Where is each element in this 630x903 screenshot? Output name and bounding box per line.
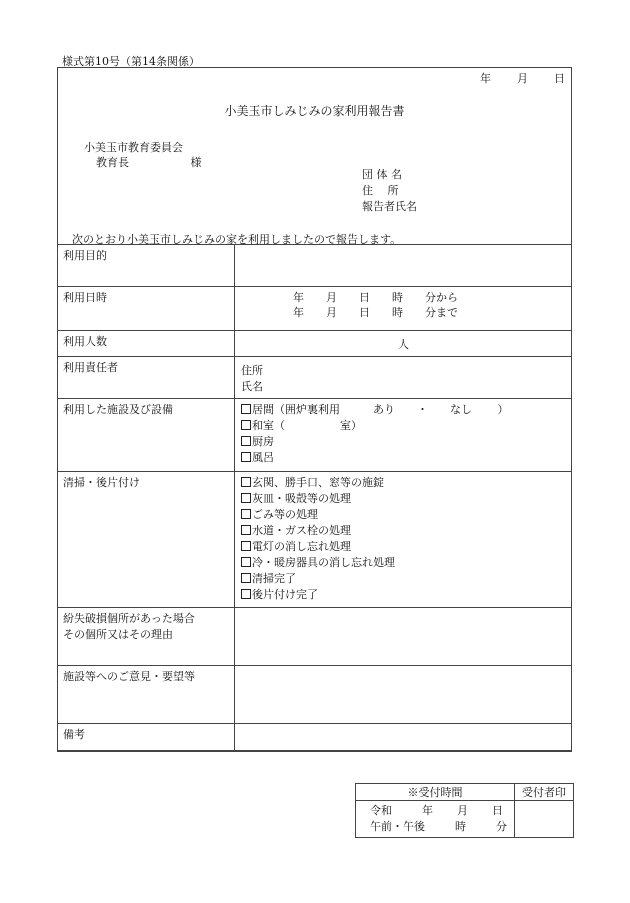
row-datetime bbox=[58, 287, 572, 331]
receipt-minute-unit: 分 bbox=[496, 820, 507, 833]
cleaning-item-label: 冷・暖房器具の消し忘れ処理 bbox=[252, 556, 395, 569]
count-field[interactable] bbox=[235, 331, 572, 357]
cleaning-item-label: ごみ等の処理 bbox=[252, 508, 318, 521]
receipt-day-unit: 日 bbox=[492, 804, 503, 817]
row-remarks bbox=[58, 724, 572, 752]
row-manager bbox=[58, 357, 572, 399]
facility-item[interactable] bbox=[241, 450, 571, 466]
group-name-label: 団 体 名 bbox=[362, 168, 402, 181]
address-label: 住 所 bbox=[362, 184, 399, 197]
cleaning-item[interactable] bbox=[241, 587, 571, 603]
checkbox[interactable] bbox=[241, 452, 251, 462]
cleaning-item[interactable] bbox=[241, 507, 571, 523]
addressee-honorific: 様 bbox=[190, 156, 202, 169]
facility-item-label: 厨房 bbox=[252, 435, 274, 448]
receipt-box bbox=[355, 783, 574, 838]
reporter-name-label: 報告者氏名 bbox=[362, 200, 417, 213]
receipt-time-field[interactable] bbox=[356, 801, 515, 838]
damage-label-line2: その個所又はその理由 bbox=[63, 628, 173, 641]
form-number: 様式第10号（第14条関係） bbox=[62, 55, 200, 68]
addressee-title bbox=[96, 154, 202, 170]
facility-item[interactable] bbox=[241, 434, 571, 450]
checkbox[interactable] bbox=[241, 525, 251, 535]
applicant-block bbox=[362, 167, 417, 215]
facility-item-label: 居間（囲炉裏利用 あり ・ なし ） bbox=[252, 403, 509, 416]
facility-item-label: 風呂 bbox=[252, 451, 274, 464]
cleaning-field bbox=[235, 472, 572, 608]
cleaning-item-label: 電灯の消し忘れ処理 bbox=[252, 540, 351, 553]
checkbox[interactable] bbox=[241, 557, 251, 567]
cleaning-label: 清掃・後片付け bbox=[58, 472, 235, 608]
purpose-label: 利用目的 bbox=[58, 245, 235, 287]
manager-field[interactable] bbox=[235, 357, 572, 399]
datetime-to: 年 月 日 時 分まで bbox=[293, 306, 458, 319]
month-label: 月 bbox=[517, 72, 528, 85]
datetime-field[interactable] bbox=[235, 287, 572, 331]
cleaning-item[interactable] bbox=[241, 475, 571, 491]
purpose-field[interactable] bbox=[235, 245, 572, 287]
receipt-hour-unit: 時 bbox=[455, 820, 466, 833]
row-purpose bbox=[58, 245, 572, 287]
row-opinion bbox=[58, 666, 572, 724]
document-title: 小美玉市しみじみの家利用報告書 bbox=[224, 104, 405, 118]
datetime-label: 利用日時 bbox=[58, 287, 235, 331]
cleaning-item[interactable] bbox=[241, 555, 571, 571]
count-unit: 人 bbox=[398, 338, 409, 351]
receipt-stamp-header: 受付者印 bbox=[515, 784, 574, 801]
facilities-label: 利用した施設及び設備 bbox=[58, 399, 235, 472]
cleaning-item[interactable] bbox=[241, 523, 571, 539]
checkbox[interactable] bbox=[241, 404, 251, 414]
addressee-position: 教育長 bbox=[96, 156, 129, 169]
cleaning-item-label: 玄関、勝手口、窓等の施錠 bbox=[252, 476, 384, 489]
manager-name-label: 氏名 bbox=[241, 380, 263, 393]
report-table bbox=[57, 244, 572, 752]
receipt-date-line bbox=[370, 803, 514, 819]
facility-item-label: 和室（ 室） bbox=[252, 419, 362, 432]
count-label: 利用人数 bbox=[58, 331, 235, 357]
damage-field[interactable] bbox=[235, 608, 572, 666]
facility-item[interactable] bbox=[241, 402, 571, 418]
opinion-label: 施設等へのご意見・要望等 bbox=[58, 666, 235, 724]
manager-label: 利用責任者 bbox=[58, 357, 235, 399]
damage-label bbox=[58, 608, 235, 666]
checkbox[interactable] bbox=[241, 589, 251, 599]
checkbox[interactable] bbox=[241, 573, 251, 583]
date-line bbox=[480, 70, 565, 86]
facility-item[interactable] bbox=[241, 418, 571, 434]
addressee-org: 小美玉市教育委員会 bbox=[84, 141, 183, 154]
checkbox[interactable] bbox=[241, 509, 251, 519]
checkbox[interactable] bbox=[241, 541, 251, 551]
remarks-label: 備考 bbox=[58, 724, 235, 752]
row-cleaning bbox=[58, 472, 572, 608]
remarks-field[interactable] bbox=[235, 724, 572, 752]
day-label: 日 bbox=[554, 72, 565, 85]
cleaning-item-label: 水道・ガス栓の処理 bbox=[252, 524, 351, 537]
opinion-field[interactable] bbox=[235, 666, 572, 724]
receipt-stamp-field[interactable] bbox=[515, 801, 574, 838]
cleaning-item[interactable] bbox=[241, 491, 571, 507]
checkbox[interactable] bbox=[241, 493, 251, 503]
facilities-field bbox=[235, 399, 572, 472]
row-count bbox=[58, 331, 572, 357]
intro-text: 次のとおり小美玉市しみじみの家を利用しましたので報告します。 bbox=[72, 233, 402, 246]
cleaning-item[interactable] bbox=[241, 571, 571, 587]
cleaning-item-label: 後片付け完了 bbox=[252, 588, 318, 601]
row-facilities bbox=[58, 399, 572, 472]
damage-label-line1: 紛失破損個所があった場合 bbox=[63, 612, 195, 625]
receipt-time-line bbox=[370, 819, 514, 835]
receipt-month-unit: 月 bbox=[457, 804, 468, 817]
report-sheet bbox=[57, 67, 572, 751]
year-label: 年 bbox=[480, 72, 491, 85]
row-damage bbox=[58, 608, 572, 666]
receipt-ampm: 午前・午後 bbox=[370, 820, 425, 833]
manager-address-label: 住所 bbox=[241, 364, 263, 377]
checkbox[interactable] bbox=[241, 477, 251, 487]
checkbox[interactable] bbox=[241, 420, 251, 430]
receipt-era: 令和 bbox=[370, 804, 392, 817]
cleaning-item-label: 清掃完了 bbox=[252, 572, 296, 585]
datetime-from: 年 月 日 時 分から bbox=[293, 291, 458, 304]
receipt-year-unit: 年 bbox=[422, 804, 433, 817]
checkbox[interactable] bbox=[241, 436, 251, 446]
cleaning-item-label: 灰皿・吸殻等の処理 bbox=[252, 492, 351, 505]
receipt-time-header: ※受付時間 bbox=[356, 784, 515, 801]
cleaning-item[interactable] bbox=[241, 539, 571, 555]
